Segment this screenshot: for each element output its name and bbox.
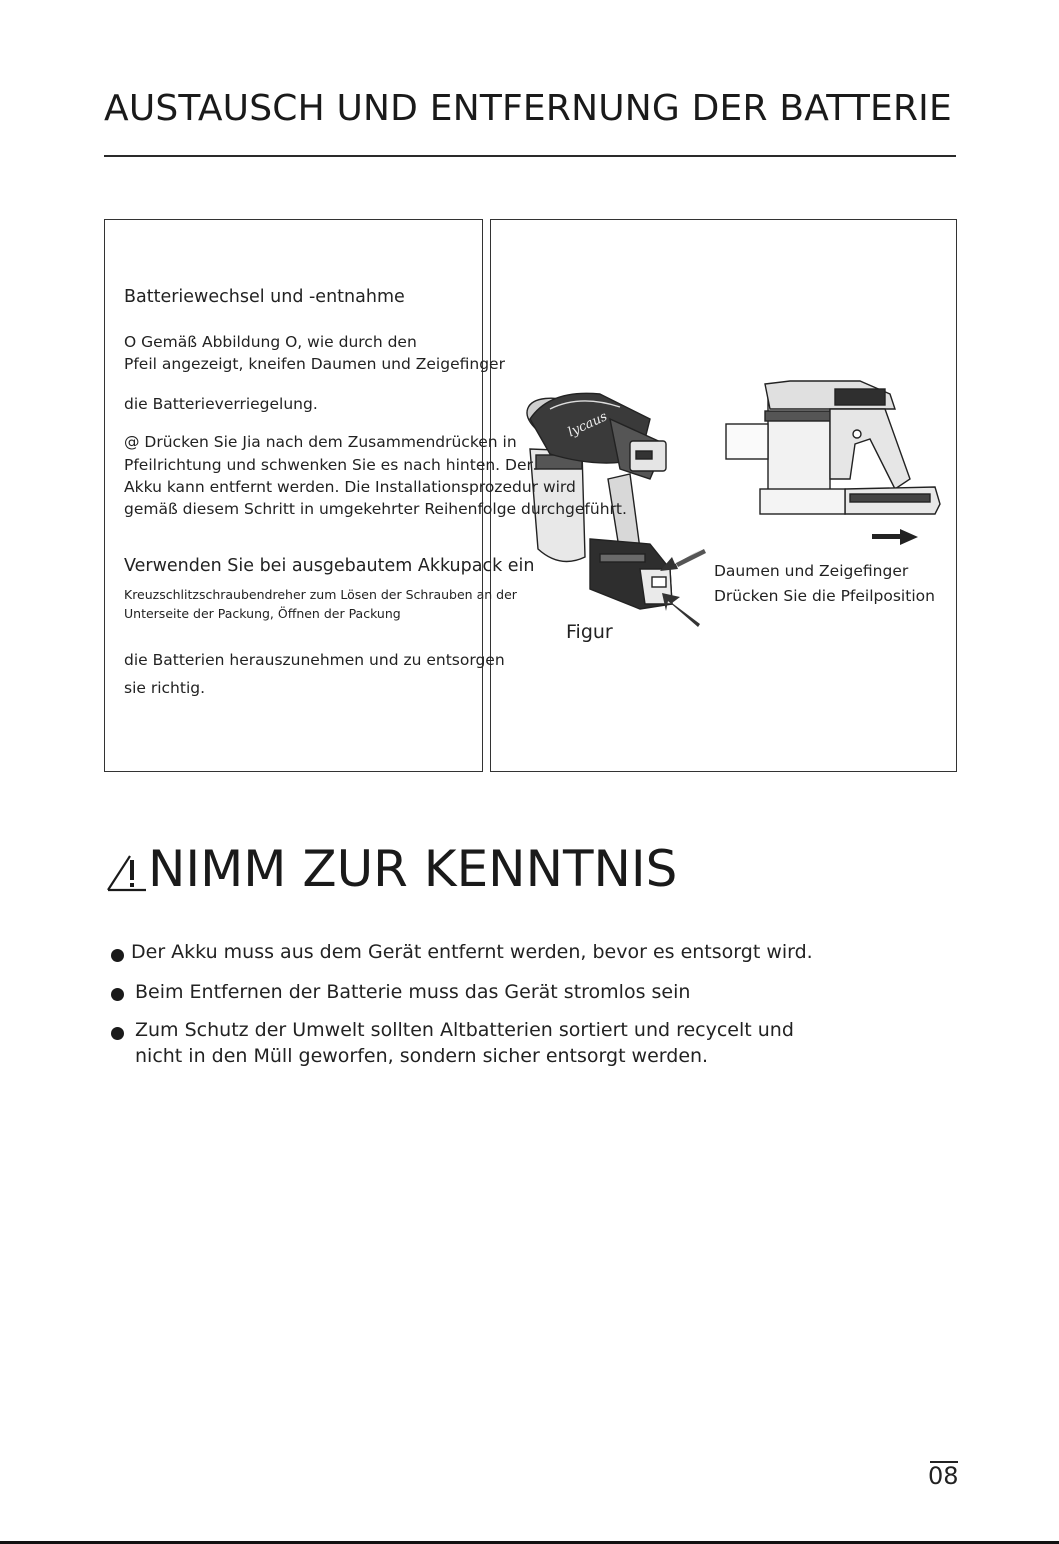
bullet-icon [111, 949, 124, 962]
bullet-icon [111, 988, 124, 1001]
page-number: 08 [928, 1462, 959, 1490]
dispose-line2: sie richtig. [124, 679, 206, 697]
step2-line2: Pfeilrichtung und schwenken Sie es nach hinten. Der [124, 456, 533, 474]
step2-line1: @ Drücken Sie Jia nach dem Zusammendrücken in [124, 433, 517, 451]
notice-bullet-3: Zum Schutz der Umwelt sollten Altbatterien sortiert und recycelt und [135, 1019, 794, 1041]
figure-caption: Figur [566, 621, 613, 643]
figure-note-line2: Drücken Sie die Pfeilposition [714, 587, 935, 605]
removed-line1: Verwenden Sie bei ausgebautem Akkupack ein [124, 556, 535, 576]
title-divider [104, 155, 956, 157]
notice-bullet-1: Der Akku muss aus dem Gerät entfernt werden, bevor es entsorgt wird. [131, 941, 813, 963]
notice-bullet-3-cont: nicht in den Müll geworfen, sondern sicher entsorgt werden. [135, 1045, 709, 1067]
section-heading: Batteriewechsel und -entnahme [124, 287, 405, 307]
removed-line2: Kreuzschlitzschraubendreher zum Lösen der Schrauben an der [124, 587, 517, 602]
step2-line4: gemäß diesem Schritt in umgekehrter Reihenfolge durchgeführt. [124, 500, 627, 518]
bullet-icon [111, 1027, 124, 1040]
figure-note-line1: Daumen und Zeigefinger [714, 562, 909, 580]
warning-triangle-icon [106, 852, 148, 894]
dispose-line1: die Batterien herauszunehmen und zu entsorgen [124, 651, 505, 669]
notice-bullet-2: Beim Entfernen der Batterie muss das Gerät stromlos sein [135, 981, 691, 1003]
step1-line1: O Gemäß Abbildung O, wie durch den [124, 333, 417, 351]
brand-logo: lycaus [565, 409, 610, 441]
vacuum-side-illustration [726, 381, 940, 514]
step1-line3: die Batterieverriegelung. [124, 395, 318, 413]
step1-line2: Pfeil angezeigt, kneifen Daumen und Zeigefinger [124, 355, 505, 373]
notice-title: NIMM ZUR KENNTNIS [148, 840, 678, 898]
vacuum-handheld-illustration [520, 388, 672, 609]
removed-line3: Unterseite der Packung, Öffnen der Packung [124, 606, 401, 621]
page-title: AUSTAUSCH UND ENTFERNUNG DER BATTERIE [104, 88, 952, 129]
step2-line3: Akku kann entfernt werden. Die Installationsprozedur wird [124, 478, 576, 496]
arrow-right-icon [872, 529, 918, 545]
